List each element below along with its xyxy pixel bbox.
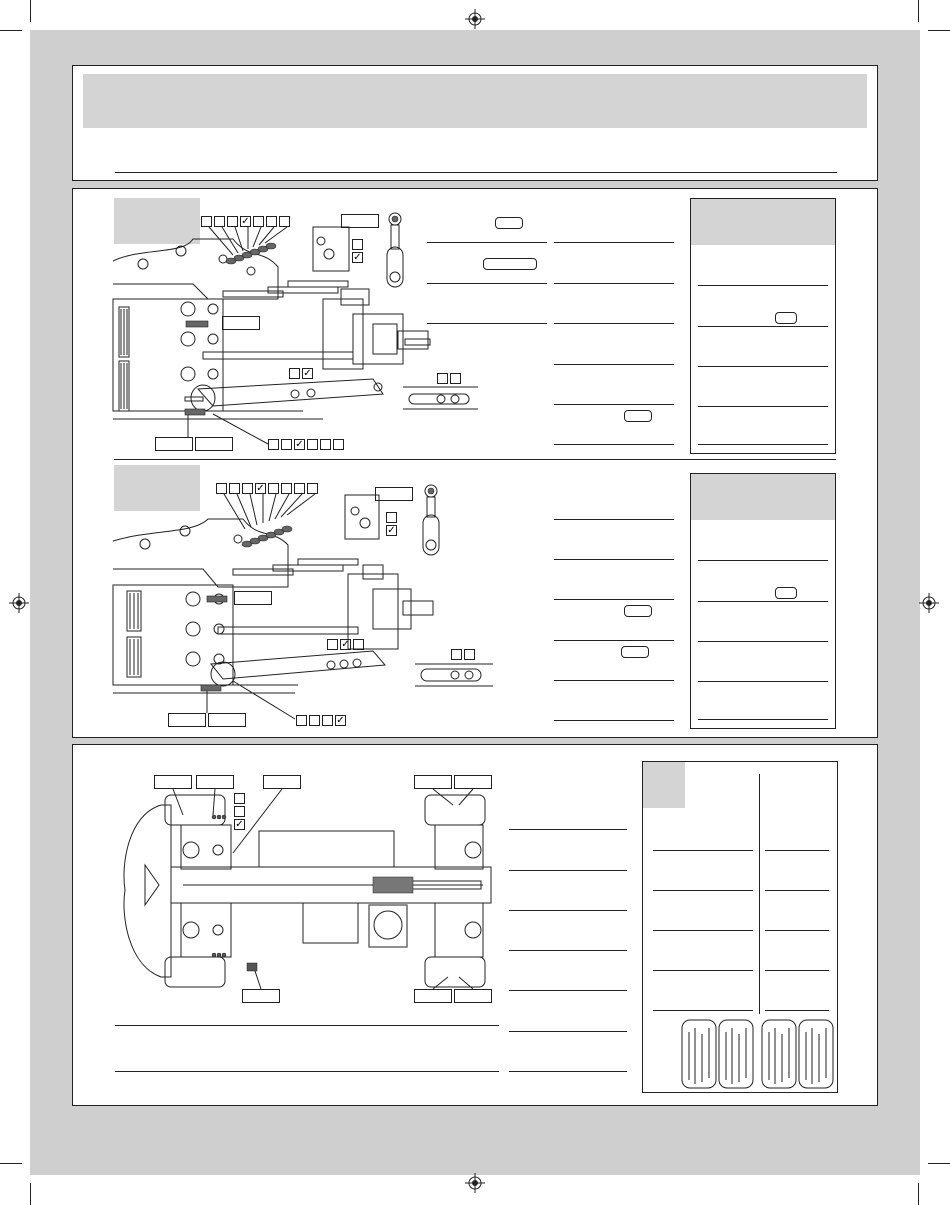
- check-box[interactable]: ✓: [241, 216, 250, 227]
- rear-left-wheel: [425, 795, 485, 825]
- registration-mark-icon: [919, 593, 939, 613]
- check-box[interactable]: ✓: [341, 639, 350, 650]
- speed-control: [303, 903, 358, 943]
- title-bar: [83, 74, 867, 128]
- step-panel-front-rear: [72, 188, 878, 738]
- chassis-top-view-drawing: [73, 745, 879, 1107]
- subtitle-rule: [115, 172, 837, 173]
- battery: [259, 831, 394, 867]
- registration-mark-icon: [465, 1173, 485, 1193]
- header-panel: [72, 65, 878, 181]
- check-box[interactable]: ✓: [295, 439, 304, 450]
- rear-right-wheel: [425, 957, 485, 987]
- front-bumper: [124, 805, 171, 977]
- check-box[interactable]: ✓: [256, 483, 265, 494]
- check-box[interactable]: ✓: [387, 525, 396, 536]
- registration-mark-icon: [465, 9, 485, 29]
- check-box[interactable]: ✓: [303, 368, 312, 379]
- check-box[interactable]: ✓: [235, 819, 244, 830]
- front-left-wheel: [165, 795, 225, 825]
- check-box[interactable]: ✓: [353, 252, 362, 263]
- front-right-wheel: [165, 957, 225, 987]
- step-panel-chassis: [72, 744, 878, 1106]
- registration-mark-icon: [9, 593, 29, 613]
- check-box[interactable]: ✓: [336, 715, 345, 726]
- step-b-suspension-drawing: [73, 189, 879, 739]
